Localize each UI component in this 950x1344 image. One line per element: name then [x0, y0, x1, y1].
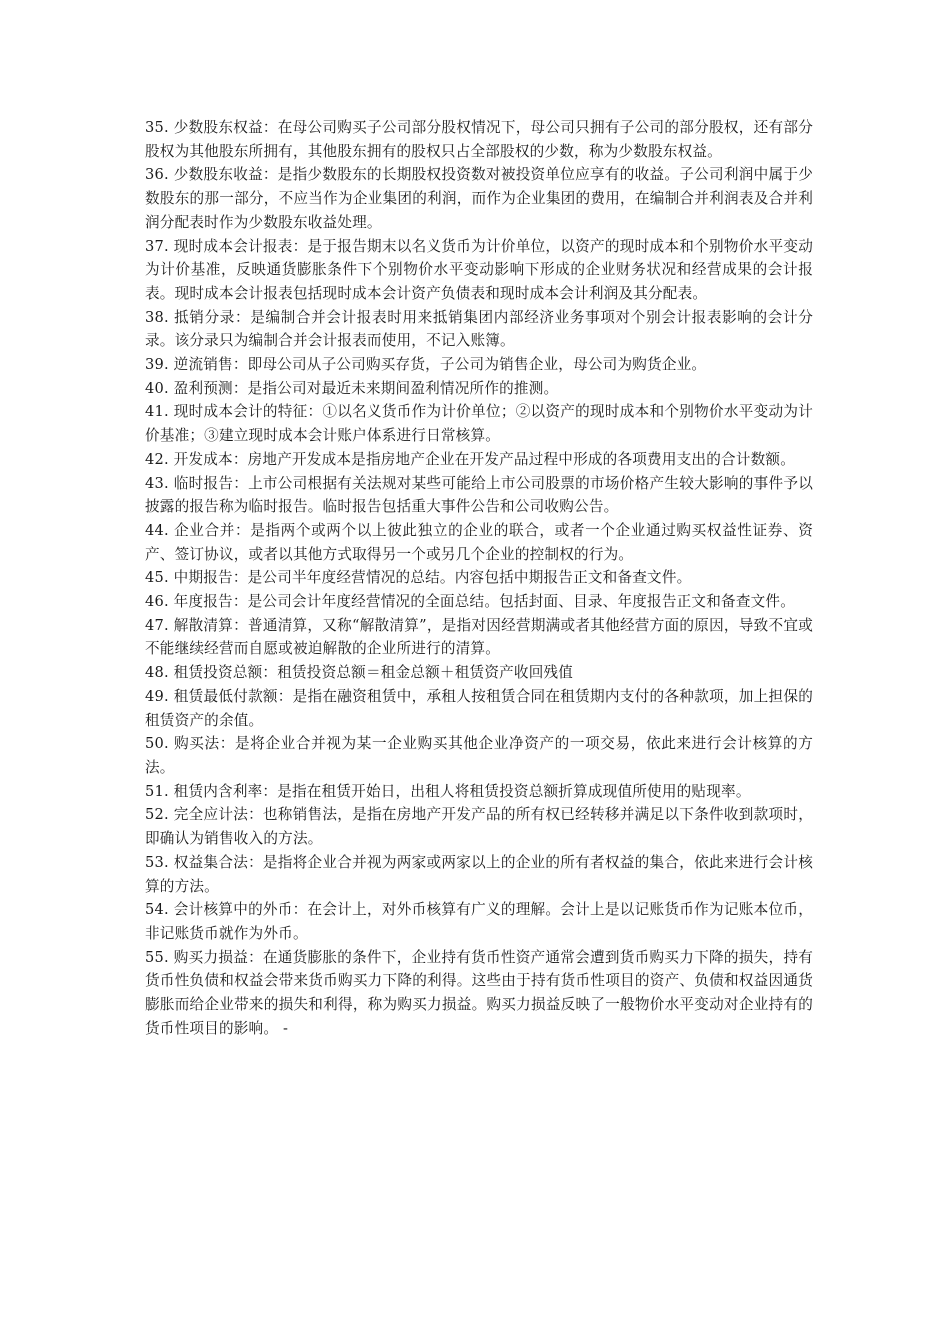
glossary-entry-47: 47. 解散清算：普通清算，又称“解散清算”，是指对因经营期满或者其他经营方面的原因，导致不宜或不能继续经营而自愿或被迫解散的企业所进行的清算。	[145, 616, 813, 658]
glossary-entry-51: 51. 租赁内含利率：是指在租赁开始日，出租人将租赁投资总额折算成现值所使用的贴现率。	[145, 782, 751, 800]
glossary-entry-41: 41. 现时成本会计的特征：①以名义货币作为计价单位；②以资产的现时成本和个别物价水平变动为计价基准；③建立现时成本会计账户体系进行日常核算。	[145, 403, 813, 445]
glossary-entry-49: 49. 租赁最低付款额：是指在融资租赁中，承租人按租赁合同在租赁期内支付的各种款项，加上担保的租赁资产的余值。	[145, 687, 813, 729]
glossary-text-block	[145, 116, 813, 1040]
glossary-entry-53: 53. 权益集合法：是指将企业合并视为两家或两家以上的企业的所有者权益的集合，依此来进行会计核算的方法。	[145, 853, 813, 895]
glossary-entry-36: 36. 少数股东收益：是指少数股东的长期股权投资数对被投资单位应享有的收益。子公司利润中属于少数股东的那一部分，不应当作为企业集团的利润，而作为企业集团的费用，在编制合并利润表及合并利润分配表时作为少数股东收益处理。	[145, 166, 813, 231]
glossary-entry-43: 43. 临时报告：上市公司根据有关法规对某些可能给上市公司股票的市场价格产生较大影响的事件予以披露的报告称为临时报告。临时报告包括重大事件公告和公司收购公告。	[145, 474, 813, 516]
glossary-entry-54: 54. 会计核算中的外币：在会计上，对外币核算有广义的理解。会计上是以记账货币作为记账本位币，非记账货币就作为外币。	[145, 901, 813, 942]
glossary-entry-55: 55. 购买力损益：在通货膨胀的条件下，企业持有货币性资产通常会遭到货币购买力下降的损失，持有货币性负债和权益会带来货币购买力下降的利得。这些由于持有货币性项目的资产、负债和权益因通货膨胀而给企业带来的损失和利得，称为购买力损益。购买力损益反映了一般物价水平变动对企业持有的货币性项目的影响。 -	[145, 948, 813, 1037]
glossary-entry-52: 52. 完全应计法：也称销售法，是指在房地产开发产品的所有权已经转移并满足以下条件收到款项时，即确认为销售收入的方法。	[145, 806, 813, 848]
glossary-entry-50: 50. 购买法：是将企业合并视为某一企业购买其他企业净资产的一项交易，依此来进行会计核算的方法。	[145, 735, 813, 776]
glossary-entry-39: 39. 逆流销售：即母公司从子公司购买存货，子公司为销售企业，母公司为购货企业。	[145, 356, 707, 374]
glossary-entry-48: 48. 租赁投资总额：租赁投资总额＝租金总额＋租赁资产收回残值	[145, 664, 574, 682]
glossary-entry-38: 38. 抵销分录：是编制合并会计报表时用来抵销集团内部经济业务事项对个别会计报表影响的会计分录。该分录只为编制合并会计报表而使用，不记入账簿。	[145, 308, 813, 350]
glossary-entry-44: 44. 企业合并：是指两个或两个以上彼此独立的企业的联合，或者一个企业通过购买权益性证券、资产、签订协议，或者以其他方式取得另一个或另几个企业的控制权的行为。	[145, 521, 813, 563]
glossary-entry-42: 42. 开发成本：房地产开发成本是指房地产企业在开发产品过程中形成的各项费用支出的合计数额。	[145, 450, 795, 468]
glossary-entry-35: 35. 少数股东权益：在母公司购买子公司部分股权情况下，母公司只拥有子公司的部分股权，还有部分股权为其他股东所拥有，其他股东拥有的股权只占全部股权的少数，称为少数股东权益。	[145, 119, 813, 160]
glossary-entry-45: 45. 中期报告：是公司半年度经营情况的总结。内容包括中期报告正文和备查文件。	[145, 569, 692, 587]
glossary-entry-46: 46. 年度报告：是公司会计年度经营情况的全面总结。包括封面、目录、年度报告正文和备查文件。	[145, 593, 795, 611]
glossary-entry-40: 40. 盈利预测：是指公司对最近未来期间盈利情况所作的推测。	[145, 379, 559, 397]
glossary-entry-37: 37. 现时成本会计报表：是于报告期末以名义货币为计价单位，以资产的现时成本和个别物价水平变动为计价基准，反映通货膨胀条件下个别物价水平变动影响下形成的企业财务状况和经营成果的会计报表。现时成本会计报表包括现时成本会计资产负债表和现时成本会计利润及其分配表。	[145, 237, 813, 302]
